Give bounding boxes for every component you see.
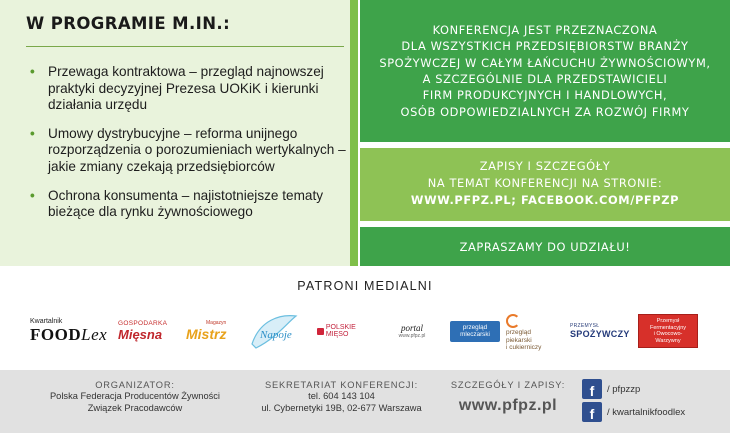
audience-line: FIRM PRODUKCYJNYCH I HANDLOWYCH,: [422, 88, 668, 103]
secretariat-heading: SEKRETARIAT KONFERENCJI:: [265, 380, 418, 390]
bullet-icon: •: [30, 125, 35, 141]
details-heading: SZCZEGÓŁY I ZAPISY:: [450, 380, 566, 390]
audience-line: KONFERENCJA JEST PRZEZNACZONA: [432, 22, 658, 37]
organizer-heading: ORGANIZATOR:: [95, 380, 175, 390]
audience-line: SPOŻYWCZEJ W CAŁYM ŁAŃCUCHU ŻYWNOŚCIOWYM,: [379, 55, 711, 70]
social-label: / kwartalnikfoodlex: [607, 406, 686, 418]
program-item: [30, 64, 350, 114]
svg-text:Napoje: Napoje: [260, 329, 292, 341]
przemysl-spozywczy-logo[interactable]: [570, 310, 628, 352]
organizer-block: [30, 380, 240, 414]
napoje-logo[interactable]: [246, 310, 300, 352]
foodlex-logo[interactable]: [30, 310, 106, 352]
social-label: / pfpzzp: [607, 383, 641, 395]
polskie-mieso-logo[interactable]: [317, 310, 379, 352]
gospodarka-miesna-logo[interactable]: [118, 310, 178, 352]
piekarski-logo-row: [506, 310, 560, 352]
portal-logo-text: portal: [400, 323, 423, 333]
miesna-logo-small: GOSPODARKA: [118, 320, 168, 327]
social-link-pfpzzp[interactable]: [582, 379, 730, 399]
przemysl-fermentacyjny-logo[interactable]: [638, 310, 698, 352]
polskie-mieso-text: POLSKIE MIĘSO: [317, 324, 379, 338]
register-panel: [360, 148, 730, 221]
program-item-text: Umowy dystrybucyjne – reforma unijnego rozporządzenia o porozumieniach wertykalnych – jakie zmiany czekają przedsiębiorców: [48, 125, 346, 174]
program-item: [30, 126, 350, 176]
przeglad-mleczarski-logo[interactable]: [450, 310, 500, 352]
spozywczy-logo-text: SPOŻYWCZY: [570, 329, 630, 339]
audience-line: A SZCZEGÓLNIE DLA PRZEDSTAWICIELI: [422, 72, 668, 86]
register-heading: ZAPISY I SZCZEGÓŁY: [479, 159, 611, 173]
panel-edge-strip: [350, 0, 358, 266]
mleczarski-logo-box: przegląd mleczarski: [450, 321, 500, 342]
details-url-link[interactable]: www.pfpz.pl: [458, 397, 558, 414]
program-item-text: Przewaga kontraktowa – przegląd najnowszej praktyki decyzyjnej Prezesa UOKiK i kierunki działania urzędu: [48, 64, 324, 113]
secretariat-address: ul. Cybernetyki 19B, 02-677 Warszawa: [261, 403, 422, 413]
program-title: W PROGRAMIE M.IN.:: [26, 14, 231, 33]
invite-text: ZAPRASZAMY DO UDZIAŁU!: [459, 239, 631, 254]
patrons-title: PATRONI MEDIALNI: [297, 279, 433, 293]
bullet-icon: •: [30, 187, 35, 203]
register-links[interactable]: WWW.PFPZ.PL; FACEBOOK.COM/PFPZP: [410, 193, 680, 207]
portal-logo-url: www.pfpz.pl: [398, 333, 426, 339]
bullet-icon: •: [30, 64, 35, 79]
audience-line: DLA WSZYSTKICH PRZEDSIĘBIORSTW BRANŻY: [401, 39, 689, 54]
napoje-logo-graphic: [246, 310, 300, 352]
program-panel: [0, 0, 356, 266]
program-item: [30, 188, 350, 221]
facebook-icon: f: [582, 402, 602, 422]
organizer-line: Polska Federacja Producentów Żywności: [49, 391, 220, 401]
secretariat-phone[interactable]: tel. 604 143 104: [308, 391, 375, 401]
patron-logos: [0, 310, 730, 355]
secretariat-block: [244, 380, 439, 414]
spozywczy-logo-small: PRZEMYSŁ: [570, 323, 600, 329]
fermentacyjny-logo-box: Przemysł Fermentacyjny i Owocowo-Warzywny: [638, 314, 698, 348]
details-block: [445, 380, 571, 415]
facebook-icon: f: [582, 379, 602, 399]
przeglad-piekarski-logo[interactable]: [506, 310, 560, 352]
piekarski-logo-text: przegląd piekarski i cukierniczy: [506, 329, 542, 352]
polskie-mieso-mark-icon: [317, 328, 324, 335]
register-subheading: NA TEMAT KONFERENCJI NA STRONIE:: [427, 176, 663, 190]
audience-panel: [360, 0, 730, 142]
miesna-logo-text: Mięsna: [118, 327, 163, 342]
mistrz-logo[interactable]: [186, 310, 236, 352]
social-link-kwartalnikfoodlex[interactable]: [582, 402, 730, 422]
invite-panel: [360, 227, 730, 266]
program-item-text: Ochrona konsumenta – najistotniejsze tematy bieżące dla rynku żywnościowego: [48, 187, 324, 220]
foodlex-logo-text: FOODLex: [30, 324, 108, 344]
foodlex-logo-small: Kwartalnik: [30, 317, 63, 325]
organizer-line: Związek Pracodawców: [87, 403, 183, 413]
mistrz-logo-text: Mistrz: [186, 326, 227, 342]
portal-pfpz-logo[interactable]: [390, 310, 434, 352]
piekarski-swoosh-icon: [506, 314, 520, 328]
program-list: [30, 64, 350, 233]
program-divider: [26, 46, 344, 47]
mistrz-logo-small: Magazyn: [206, 320, 227, 326]
audience-line: OSÓB ODPOWIEDZIALNYCH ZA ROZWÓJ FIRMY: [400, 104, 690, 119]
audience-text: [379, 22, 710, 120]
